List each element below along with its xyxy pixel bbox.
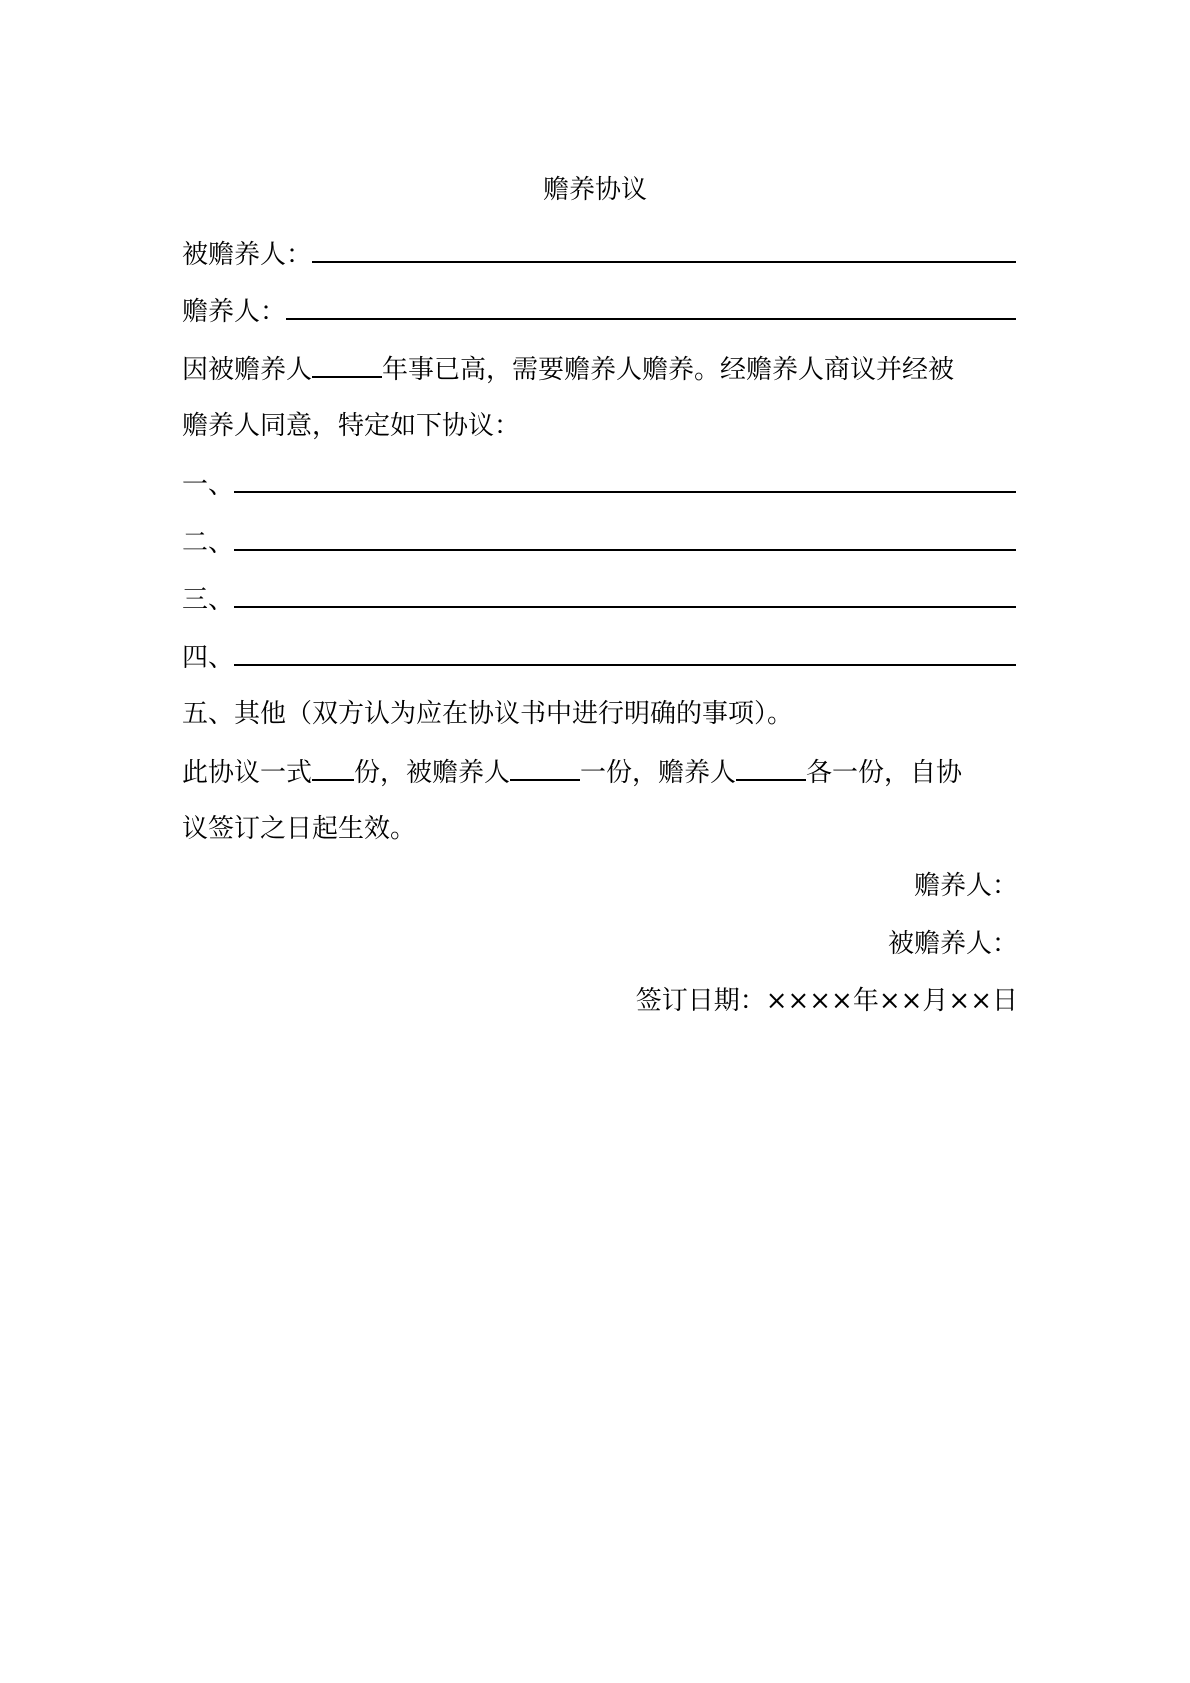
clause-4-blank[interactable] [234,636,1016,666]
copies-supporter-blank[interactable] [736,751,806,781]
copies-count-blank[interactable] [312,751,354,781]
signature-supporter-label: 赡养人： [913,871,1018,901]
clause-3-blank[interactable] [234,578,1016,608]
clause-1-line [182,463,1018,503]
signature-supporter-line [182,866,1018,906]
signature-supported-label: 被赡养人： [887,929,1018,959]
clause-4-line [182,636,1018,676]
copies-text-1: 此协议一式 [182,758,313,788]
copies-line-1 [182,751,1018,791]
copies-text-5: 议签订之日起生效。 [182,814,417,844]
copies-supported-blank[interactable] [510,751,580,781]
intro-text-2: 年事已高，需要赡养人赡养。经赡养人商议并经被 [382,355,955,385]
clause-5-line [182,694,1018,734]
supporter-party-line [182,290,1018,330]
copies-text-2: 份，被赡养人 [354,758,511,788]
document-title [0,170,1190,210]
clause-1-blank[interactable] [234,463,1016,493]
clause-2-blank[interactable] [234,521,1016,551]
clause-2-label: 二、 [182,528,235,558]
supported-party-line [182,233,1018,273]
intro-age-blank[interactable] [312,348,382,378]
supporter-party-label: 赡养人： [182,297,287,327]
intro-text-3: 赡养人同意，特定如下协议： [182,411,521,441]
signature-supported-line [182,924,1018,964]
signing-date-text: 签订日期：××××年××月××日 [635,986,1018,1016]
copies-line-2 [182,809,1018,849]
signing-date-line [182,981,1018,1021]
supported-party-label: 被赡养人： [182,240,313,270]
supporter-party-blank[interactable] [286,290,1016,320]
intro-line-1 [182,348,1018,388]
supported-party-blank[interactable] [312,233,1016,263]
clause-1-label: 一、 [182,470,235,500]
title-text: 赡养协议 [542,175,647,205]
clause-4-label: 四、 [182,643,235,673]
clause-5-text: 五、其他（双方认为应在协议书中进行明确的事项）。 [182,699,794,729]
copies-text-3: 一份，赡养人 [580,758,737,788]
clause-3-line [182,578,1018,618]
clause-3-label: 三、 [182,585,235,615]
copies-text-4: 各一份，自协 [806,758,963,788]
intro-text-1: 因被赡养人 [182,355,313,385]
clause-2-line [182,521,1018,561]
intro-line-2 [182,406,1018,446]
